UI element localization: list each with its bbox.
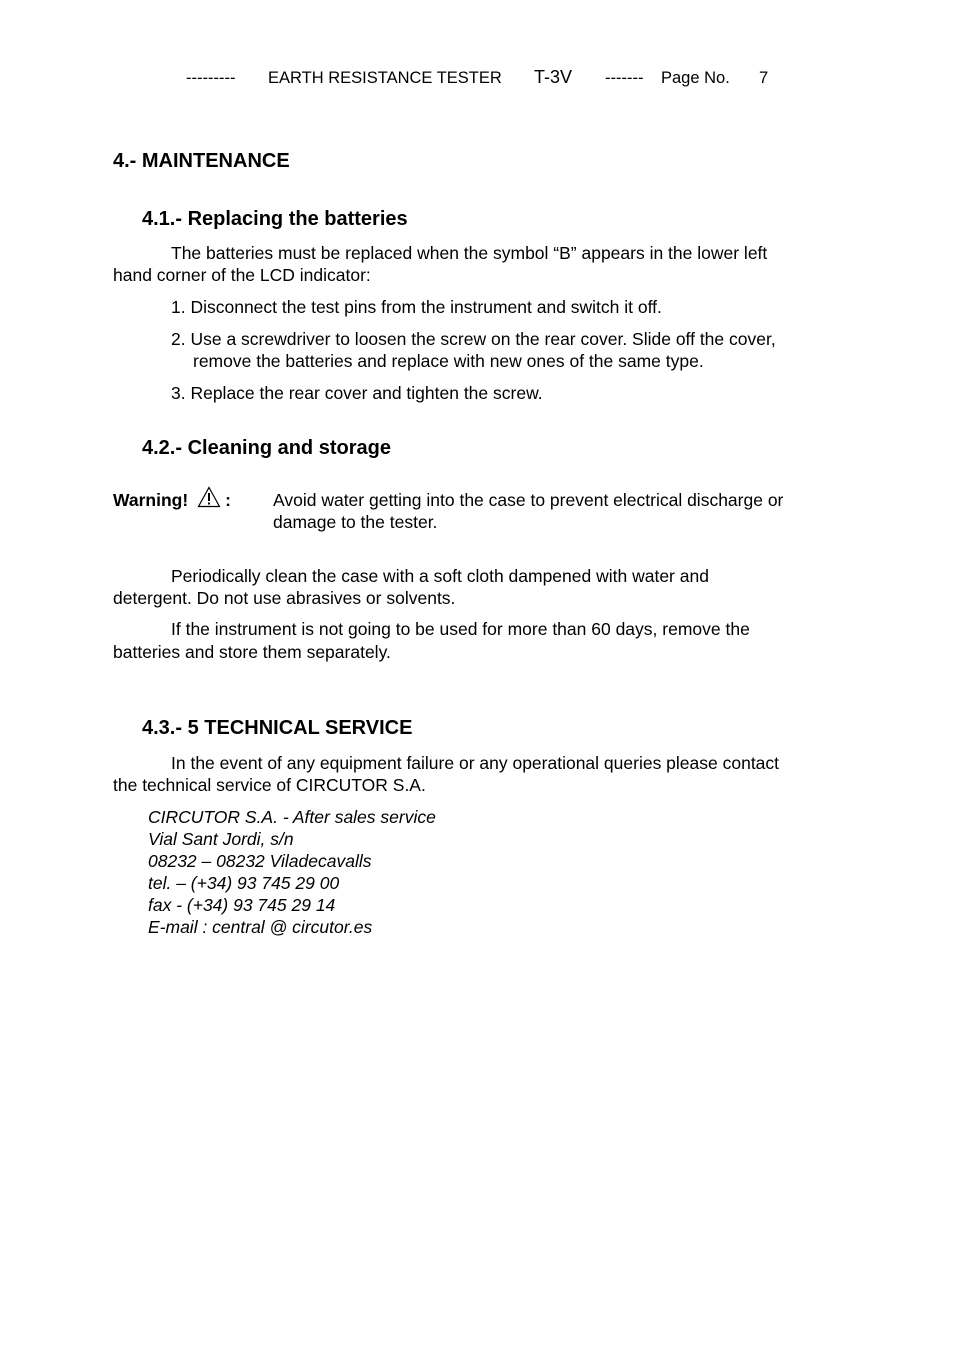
batteries-step-2-line2: remove the batteries and replace with new ones of the same type. — [193, 351, 704, 371]
service-intro-line1: In the event of any equipment failure or any operational queries please contact — [171, 753, 780, 773]
section-heading: 4.- MAINTENANCE — [113, 150, 290, 172]
service-address-fax: fax - (+34) 93 745 29 14 — [148, 895, 336, 915]
header-title: EARTH RESISTANCE TESTER — [268, 69, 502, 87]
service-address-company: CIRCUTOR S.A. - After sales service — [148, 807, 436, 827]
service-intro-line2: the technical service of CIRCUTOR S.A. — [113, 775, 426, 795]
batteries-intro-line1: The batteries must be replaced when the symbol “B” appears in the lower left — [171, 243, 768, 263]
warning-colon: : — [225, 490, 231, 510]
cleaning-text-line1: Periodically clean the case with a soft cloth dampened with water and — [171, 566, 709, 586]
warning-label: Warning! — [113, 490, 189, 510]
batteries-step-3: 3. Replace the rear cover and tighten the screw. — [171, 383, 543, 403]
header-model: T-3V — [534, 67, 573, 87]
cleaning-text-line2: detergent. Do not use abrasives or solvents. — [113, 588, 456, 608]
service-address-street: Vial Sant Jordi, s/n — [148, 829, 294, 849]
cleaning-heading: 4.2.- Cleaning and storage — [142, 437, 391, 459]
batteries-heading: 4.1.- Replacing the batteries — [142, 208, 408, 230]
warning-label-group — [113, 486, 231, 511]
header-dashes-left: --------- — [186, 69, 236, 87]
header-page-label: Page No. — [661, 69, 730, 87]
service-address-city: 08232 – 08232 Viladecavalls — [148, 851, 372, 871]
header-page-number: 7 — [759, 69, 769, 87]
service-address-phone: tel. – (+34) 93 745 29 00 — [148, 873, 340, 893]
warning-text-line1: Avoid water getting into the case to prevent electrical discharge or — [273, 490, 784, 510]
batteries-step-2-line1: 2. Use a screwdriver to loosen the screw on the rear cover. Slide off the cover, — [171, 329, 776, 349]
storage-text-line2: batteries and store them separately. — [113, 642, 391, 662]
header-dashes-right: ------- — [605, 69, 644, 87]
warning-text-line2: damage to the tester. — [273, 512, 438, 532]
service-heading: 4.3.- 5 TECHNICAL SERVICE — [142, 717, 413, 739]
batteries-intro-line2: hand corner of the LCD indicator: — [113, 265, 371, 285]
service-address-email: E-mail : central @ circutor.es — [148, 917, 373, 937]
batteries-step-1: 1. Disconnect the test pins from the instrument and switch it off. — [171, 297, 662, 317]
warning-triangle-icon — [197, 486, 221, 508]
storage-text-line1: If the instrument is not going to be used for more than 60 days, remove the — [171, 619, 750, 639]
